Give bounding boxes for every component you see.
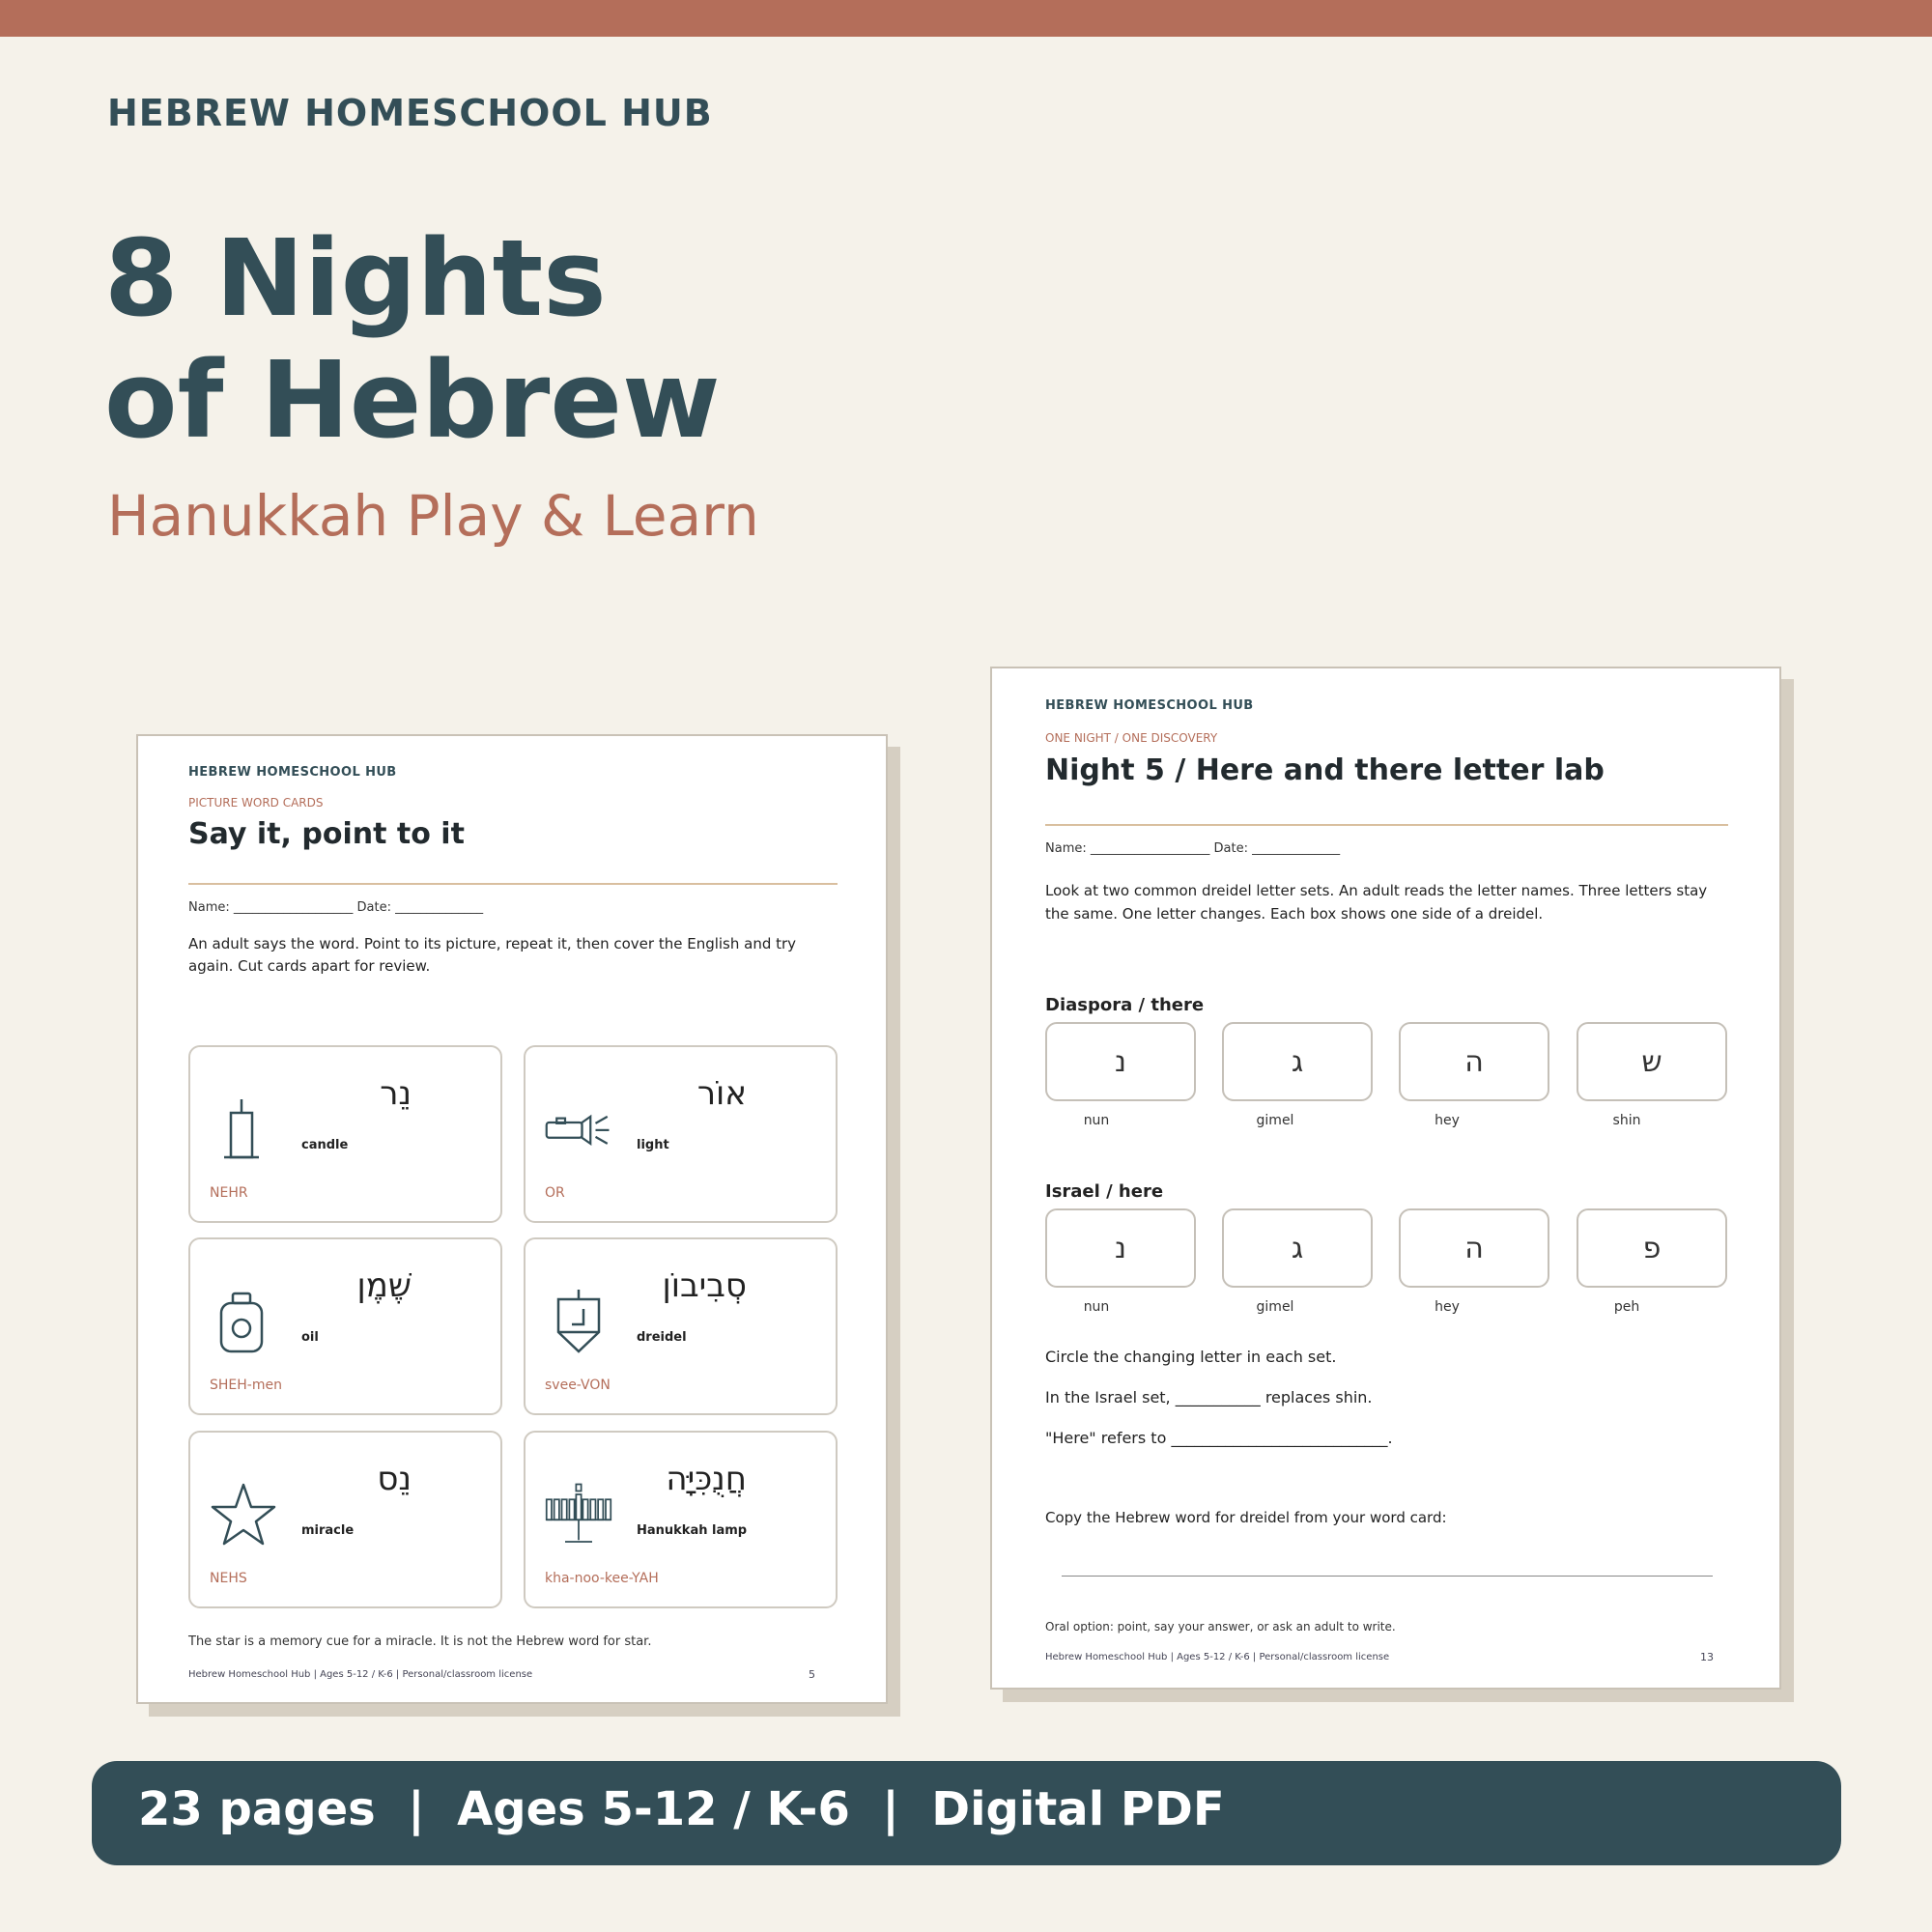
pronunciation: svee-VON: [545, 1378, 611, 1393]
letter-name: hey: [1435, 1299, 1460, 1315]
letter-box: נ: [1045, 1022, 1196, 1101]
hebrew-word: שֶׁמֶן: [356, 1266, 412, 1305]
candle-icon: [210, 1095, 277, 1163]
page-kicker: ONE NIGHT / ONE DISCOVERY: [1045, 731, 1218, 745]
word-card: [524, 1237, 838, 1415]
letter-name: nun: [1083, 1299, 1110, 1315]
letter-box: ש: [1577, 1022, 1727, 1101]
page-number: 13: [1700, 1651, 1714, 1663]
pronunciation: NEHR: [210, 1185, 248, 1201]
letter-box: ג: [1222, 1022, 1373, 1101]
page-brand: HEBREW HOMESCHOOL HUB: [188, 765, 397, 780]
oral-option: Oral option: point, say your answer, or ask an adult to write.: [1045, 1620, 1396, 1634]
letter-name: shin: [1612, 1113, 1641, 1128]
english-word: candle: [301, 1138, 349, 1152]
letter-box: פ: [1577, 1208, 1727, 1288]
top-accent-bar: [0, 0, 1932, 37]
word-card: [188, 1045, 502, 1223]
info-bar-text: 23 pages | Ages 5-12 / K-6 | Digital PDF: [138, 1782, 1225, 1836]
english-word: Hanukkah lamp: [637, 1523, 748, 1538]
brand-name: HEBREW HOMESCHOOL HUB: [107, 92, 713, 134]
set-label-israel: Israel / here: [1045, 1181, 1164, 1202]
letter-box: ג: [1222, 1208, 1373, 1288]
question-1: Circle the changing letter in each set.: [1045, 1348, 1337, 1366]
english-word: miracle: [301, 1523, 355, 1538]
page-brand: HEBREW HOMESCHOOL HUB: [1045, 698, 1254, 713]
page-number: 5: [809, 1668, 815, 1681]
english-word: oil: [301, 1330, 319, 1345]
pronunciation: kha-noo-kee-YAH: [545, 1571, 659, 1586]
question-2: In the Israel set, ___________ replaces shin.: [1045, 1388, 1373, 1406]
page-note: The star is a memory cue for a miracle. It is not the Hebrew word for star.: [188, 1634, 652, 1649]
word-card: [188, 1431, 502, 1608]
pronunciation: OR: [545, 1185, 565, 1201]
letter-box: נ: [1045, 1208, 1196, 1288]
question-3: "Here" refers to ____________________________.: [1045, 1429, 1393, 1447]
title-line-2: of Hebrew: [104, 338, 721, 462]
flashlight-icon: [545, 1095, 612, 1163]
letter-name: peh: [1613, 1299, 1640, 1315]
dreidel-icon: [545, 1288, 612, 1355]
right-page-preview: [990, 667, 1781, 1690]
english-word: dreidel: [637, 1330, 687, 1345]
title-rule: [188, 883, 838, 885]
page-kicker: PICTURE WORD CARDS: [188, 796, 324, 810]
set-label-diaspora: Diaspora / there: [1045, 995, 1205, 1015]
page-title: Night 5 / Here and there letter lab: [1045, 753, 1605, 787]
letter-name: gimel: [1256, 1299, 1294, 1315]
answer-line: [1062, 1576, 1713, 1577]
hebrew-word: חֲנֻכִּיָּה: [666, 1460, 747, 1498]
letter-box: ה: [1399, 1022, 1549, 1101]
page-instructions: Look at two common dreidel letter sets. An adult reads the letter names. Three letters stay the same. One letter changes. Each box shows one side of a dreidel.: [1045, 882, 1708, 923]
copy-prompt: Copy the Hebrew word for dreidel from your word card:: [1045, 1509, 1447, 1526]
letter-box: ה: [1399, 1208, 1549, 1288]
hebrew-word: נֵס: [377, 1460, 412, 1498]
page-instructions: An adult says the word. Point to its picture, repeat it, then cover the English and try again. Cut cards apart for review.: [188, 935, 797, 975]
page-footer: Hebrew Homeschool Hub | Ages 5-12 / K-6 | Personal/classroom license: [1045, 1652, 1390, 1662]
info-bar: [92, 1761, 1841, 1865]
name-date-line: Name: ___________________ Date: ______________: [1045, 841, 1341, 856]
page-footer: Hebrew Homeschool Hub | Ages 5-12 / K-6 | Personal/classroom license: [188, 1669, 533, 1680]
left-page-preview: [136, 734, 888, 1704]
title-line-1: 8 Nights: [104, 216, 607, 340]
product-title: [104, 217, 721, 461]
word-card: [524, 1045, 838, 1223]
hebrew-word: סְבִיבוֹן: [662, 1266, 747, 1305]
product-subtitle: Hanukkah Play & Learn: [107, 483, 759, 549]
star-icon: [210, 1481, 277, 1548]
hebrew-word: אוֹר: [696, 1074, 747, 1113]
letter-name: gimel: [1256, 1113, 1294, 1128]
word-card: [188, 1237, 502, 1415]
name-date-line: Name: ___________________ Date: ______________: [188, 900, 484, 915]
hebrew-word: נֵר: [380, 1074, 412, 1113]
word-card: [524, 1431, 838, 1608]
pronunciation: NEHS: [210, 1571, 247, 1586]
oil-jar-icon: [210, 1288, 277, 1355]
letter-name: hey: [1435, 1113, 1460, 1128]
title-rule: [1045, 824, 1728, 826]
page-title: Say it, point to it: [188, 817, 465, 851]
pronunciation: SHEH-men: [210, 1378, 282, 1393]
menorah-icon: [545, 1481, 612, 1548]
letter-name: nun: [1083, 1113, 1110, 1128]
english-word: light: [637, 1138, 669, 1152]
